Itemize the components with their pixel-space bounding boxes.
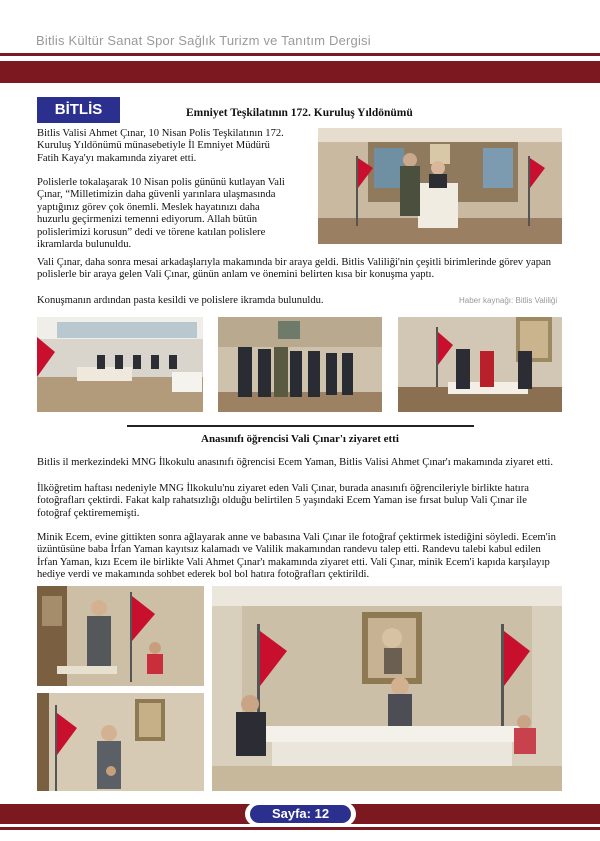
footer-band-thin: [0, 827, 600, 830]
photo-governor-child-1: [37, 586, 204, 686]
page-number: Sayfa: 12: [250, 805, 351, 823]
photo-podium-speech: [318, 128, 562, 244]
header-band: [0, 61, 600, 83]
news-source: Haber kaynağı: Bitlis Valiliği: [459, 296, 558, 305]
photo-officers-line: [218, 317, 382, 412]
magazine-title: Bitlis Kültür Sanat Spor Sağlık Turizm ve Tanıtım Dergisi: [36, 33, 371, 48]
article1-paragraph-1: Bitlis Valisi Ahmet Çınar, 10 Nisan Polis Teşkilatının 172. Kuruluş Yıldönümü münasebetiyle İl Emniyet Müdürü Fatih Kaya'yı makamında ziyaret etti.: [37, 128, 284, 164]
article2-paragraph-3: Minik Ecem, evine gittikten sonra ağlayarak anne ve babasına Vali Çınar ile fotoğraf çektirmek istediğini söyledi. Ecem'in üzüntüsüne baba İrfan Yaman kayıtsız kalamadı ve Valilik makamından randevu talep etti. Randevu talebi kabul edilen İrfan Yaman, kızı Ecem ile birlikte Vali Ahmet Çınar'ı makamında ziyaret etti. Vali Çınar, minik Ecem'i kapıda karşılayıp hediye verdi ve makamında sohbet ederek bol bol hatıra fotoğrafları çektirildi.: [37, 532, 556, 581]
photo-office-visit: [212, 586, 562, 791]
article1-paragraph-2: Polislerle tokalaşarak 10 Nisan polis gününü kutlayan Vali Çınar, “Milletimizin daha güvenli yarınlara ulaşmasında yaptığınız görev çok önemli. Meslek hayatınızı daha huzurlu geçirmenizi temenni ediyorum. Allah bütün polislerimizi korusun” dedi ve törene katılan polislere ikramlarda bulunuldu.: [37, 177, 285, 251]
photo-cake-cutting: [398, 317, 562, 412]
article2-title: Anasınıfı öğrencisi Vali Çınar'ı ziyaret etti: [201, 433, 399, 445]
article1-paragraph-4: Konuşmanın ardından pasta kesildi ve polislere ikramda bulunuldu.: [37, 295, 324, 306]
article1-paragraph-3: Vali Çınar, daha sonra mesai arkadaşlarıyla makamında bir araya geldi. Bitlis Valiliği'nin çeşitli birimlerinde görev yapan polislerle bir araya gelen Vali Çınar, günün anlam ve önemini belirten kısa bir konuşma yaptı.: [37, 257, 552, 281]
header-band-thin: [0, 53, 600, 56]
article2-paragraph-2: İlköğretim haftası nedeniyle MNG İlkokulu'nu ziyaret eden Vali Çınar, burada anasınıfı öğrencileriyle birlikte hatıra fotoğrafları çektirdi. Fakat kalp rahatsızlığı olduğu belirtilen 5 yaşındaki Ecem Yaman ise fırsat bulup Vali Çınar ile fotoğraf çektirememişti.: [37, 483, 529, 519]
photo-meeting-room: [37, 317, 203, 412]
article2-paragraph-1: Bitlis il merkezindeki MNG İlkokulu anasınıfı öğrencisi Ecem Yaman, Bitlis Valisi Ahmet Çınar'ı makamında ziyaret etti.: [37, 457, 554, 468]
section-divider: [127, 425, 474, 427]
section-badge: BİTLİS: [37, 97, 120, 123]
article1-title: Emniyet Teşkilatının 172. Kuruluş Yıldönümü: [186, 107, 413, 119]
photo-governor-child-2: [37, 693, 204, 791]
